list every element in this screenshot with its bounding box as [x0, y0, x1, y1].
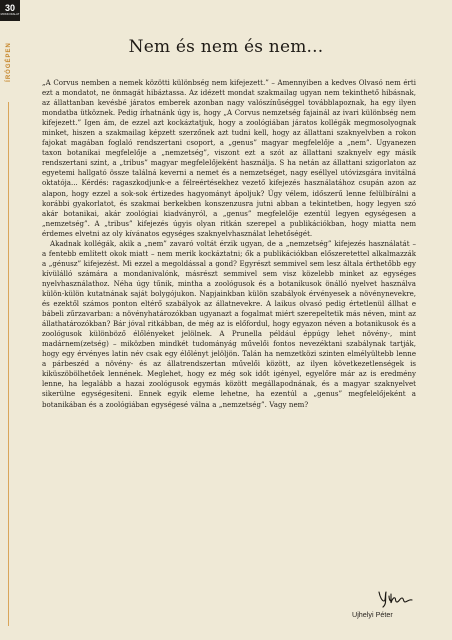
badge-label: MOKKODALAT — [0, 13, 20, 16]
paragraph: „A Corvus nemben a nemek közötti különbség nem kifejezett.” – Amennyiben a kedves Olvasó nem érti ezt a mondatot, ne önmagát hibáztassa. Az idézett mondat szakmailag ugyan nem tekinthető hibásnak, az állattanban kevésbé járatos emberek azonban nagy valószínűséggel továbblapoznak, ha egy ilyen mondatba ütköznek. Pedig írhatnánk úgy is, hogy „A Corvus nemzetség fajainál az ivari különbség nem kifejezett.” Igen ám, de ezzel azt kockáztatjuk, hogy a zoológiában járatos kollégák megmosolyognak minket, hiszen a szakmailag képzett szerzőnek azt tudni kell, hogy az állattani szaknyelvben a rokon fajokat magában foglaló rendszertani csoport, a „genus” magyar megfelelője a „nem”. Ugyanezen taxon botanikai megfelelője a „nemzetség”, viszont ezt a szót az állattani szaknyelv egy másik rendszertani szint, a „tribus” magyar megfelelőjeként használja. S ha netán az állattani szigorlaton az egyetemi hallgató össze találná keverni a nemet és a nemzetséget, nagy eséllyel utóvizsgára invitálná oktatója... Kérdés: ragaszkodjunk-e a félreértésekhez vezető kifejezés használatához csupán azon az alapon, hogy ezzel a sok-sok értizedes hagyományt ápoljuk? Úgy vélem, időszerű lenne felülbírálni a korábbi gyakorlatot, és szakmai berkekben konszenzusra jutni abban a tekintetben, hogy legyen szó akár botanikai, akár zoológiai kiadványról, a „genus” megfelelője ezentúl legyen egységesen a „nemzetség”. A „tribus” kifejezés úgyis olyan ritkán szerepel a publikációkban, hogy miatta nem érdemes elvetni az oly kívánatos egységes szaknyelvhasználat lehetőségét. — [42, 78, 416, 238]
page-number-badge — [0, 0, 20, 21]
margin-rule — [8, 102, 9, 626]
author-signature — [376, 589, 416, 609]
section-tag-label: ÍRÓGÉPEN — [6, 42, 12, 82]
page-number: 30 — [4, 3, 15, 13]
article-title: Nem és nem és nem... — [128, 37, 324, 57]
article-body — [42, 78, 416, 410]
section-tag — [2, 24, 16, 100]
paragraph: Akadnak kollégák, akik a „nem” zavaró voltát érzik ugyan, de a „nemzetség” kifejezés használatát – a fentebb említett okok miatt – nem merik kockáztatni; ők a publikációkban előszeretettel alkalmazzák a „génusz” kifejezést. Mi ezzel a megoldással a gond? Egyrészt semmivel sem lesz általa érthetőbb egy kívülálló számára a mondanivalónk, másrészt semmivel sem visz közelebb minket az egységes nyelvhasználathoz. Néha úgy tűnik, mintha a zoológusok és a botanikusok önálló nyelvet használva külön-külön kutatnának saját bolygójukon. Napjainkban külön szabályok érvényesek a növénynevekre, és ezektől számos ponton eltérő szabályok az állatnevekre. A laikus olvasó pedig értetlenül állhat e bábeli zűrzavarban: a növényhatározókban ugyanazt a fogalmat miért szerepeltetik más néven, mint az állathatározókban? Bár jóval ritkábban, de még az is előfordul, hogy egyazon néven a botanikusok és a zoológusok különböző élőlényeket jelölnek. A Prunella például éppúgy lehet növény-, mint madárnem(zetség) – miközben mindkét tudományág művelői fontos nevezéktani szabálynak tartják, hogy egy érvényes latin név csak egy élőlényt jelöljön. Talán ha nemzetközi szinten elmélyültebb lenne a párbeszéd a növény- és az állatrendszertan művelői között, az ilyen következetlenségek is kiküszöbölhetőek lennének. Meglehet, hogy ez még sok időt igényel, egyelőre már az is eredmény lenne, ha legalább a hazai zoológusok egymás között megállapodnának, és a magyar szaknyelvet sikerülne egységesíteni. Ennek egyik eleme lehetne, ha ezentúl a „genus” megfelelőjeként a botanikában és a zoológiában egységesé válna a „nemzetség”. Vagy nem? — [42, 238, 416, 409]
author-name: Ujhelyi Péter — [352, 610, 393, 619]
